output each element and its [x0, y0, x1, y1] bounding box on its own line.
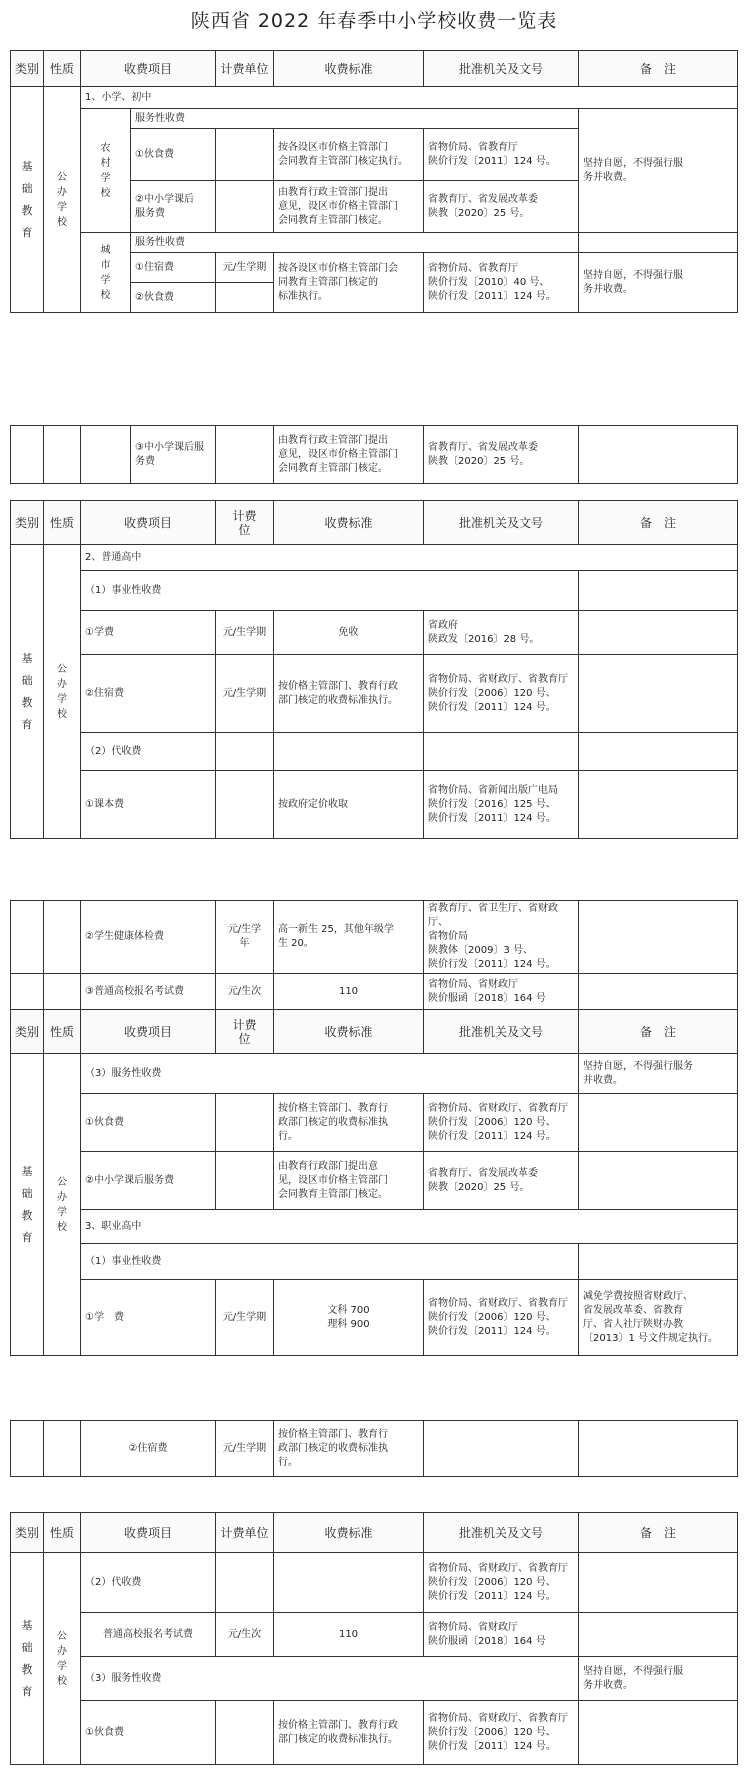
- remarks-cell: [579, 611, 738, 655]
- remarks-cell: [579, 1152, 738, 1210]
- header-nature: 性质: [44, 1010, 81, 1054]
- header-item: 收费项目: [81, 51, 216, 87]
- unit-cell: 元/生学期: [216, 1421, 274, 1477]
- fee-item: 普通高校报名考试费: [81, 1613, 216, 1657]
- fee-table-6: [10, 1512, 738, 1765]
- header-nature: 性质: [44, 1513, 81, 1553]
- unit-cell: [216, 426, 274, 484]
- remarks-cell: [579, 771, 738, 839]
- table-row: [11, 426, 738, 484]
- standard-cell: 由教育行政部门提出意 见，设区市价格主管部门 会同教育主管部门核定。: [274, 1152, 424, 1210]
- section-heading: 2、普通高中: [81, 545, 738, 571]
- header-standard: 收费标准: [274, 51, 424, 87]
- fee-item: ①课本费: [81, 771, 216, 839]
- subsection-label: （3）服务性收费: [81, 1657, 579, 1701]
- header-item: 收费项目: [81, 1010, 216, 1054]
- subsection-label: 服务性收费: [131, 109, 579, 129]
- standard-cell: 由教育行政主管部门提出 意见，设区市价格主管部门 会同教育主管部门核定。: [274, 181, 424, 233]
- fee-item: ①伙食费: [81, 1701, 216, 1765]
- category-cell: 基 础 教 育: [11, 87, 44, 313]
- unit-cell: [216, 1701, 274, 1765]
- unit-cell: 元/生次: [216, 974, 274, 1010]
- standard-cell: 110: [274, 1613, 424, 1657]
- category-cell: 基 础 教 育: [11, 1054, 44, 1356]
- header-category: 类别: [11, 51, 44, 87]
- table-row: [11, 571, 738, 611]
- authority-cell: [424, 1421, 579, 1477]
- category-cell: [11, 426, 44, 484]
- category-cell: [11, 974, 44, 1010]
- standard-cell: [274, 1553, 424, 1613]
- authority-cell: 省物价局、省财政厅、省教育厅 陕价行发〔2006〕120 号、 陕价行发〔2011〕124 号。: [424, 655, 579, 733]
- fee-table-1: [10, 50, 738, 313]
- authority-cell: 省物价局、省财政厅、省教育厅 陕价行发〔2006〕120 号、 陕价行发〔2011〕124 号。: [424, 1701, 579, 1765]
- nature-cell: 公 办 学 校: [44, 1054, 81, 1356]
- table-header-row: [11, 51, 738, 87]
- unit-cell: [216, 771, 274, 839]
- remarks-cell: [579, 655, 738, 733]
- authority-cell: 省教育厅、省发展改革委 陕教〔2020〕25 号。: [424, 426, 579, 484]
- table-row: [11, 771, 738, 839]
- header-unit: 计费 位: [216, 501, 274, 545]
- authority-cell: 省物价局、省教育厅 陕价行发〔2010〕40 号、 陕价行发〔2011〕124 号。: [424, 253, 579, 313]
- table-row: [11, 974, 738, 1010]
- header-unit: 计费单位: [216, 1513, 274, 1553]
- remarks-cell: 减免学费按照省财政厅、 省发展改革委、省教育 厅、省人社厅陕财办教 〔2013〕1 号文件规定执行。: [579, 1280, 738, 1356]
- remarks-cell: [579, 1613, 738, 1657]
- header-remarks: 备 注: [579, 1010, 738, 1054]
- authority-cell: 省教育厅、省卫生厅、省财政厅、 省物价局 陕教体〔2009〕3 号、 陕价行发〔2011〕124 号。: [424, 901, 579, 974]
- fee-item: ①伙食费: [131, 129, 216, 181]
- header-remarks: 备 注: [579, 51, 738, 87]
- unit-cell: [216, 1094, 274, 1152]
- table-header-row: [11, 1513, 738, 1553]
- authority-cell: 省物价局、省财政厅、省教育厅 陕价行发〔2006〕120 号、 陕价行发〔2011〕124 号。: [424, 1553, 579, 1613]
- header-category: 类别: [11, 1513, 44, 1553]
- header-standard: 收费标准: [274, 1010, 424, 1054]
- table-row: [11, 1152, 738, 1210]
- fee-item: ②学生健康体检费: [81, 901, 216, 974]
- header-standard: 收费标准: [274, 501, 424, 545]
- table-row: [11, 233, 738, 253]
- standard-cell: 按价格主管部门、教育行 政部门核定的收费标准执 行。: [274, 1421, 424, 1477]
- urban-school-cell: 城 市 学 校: [81, 233, 131, 313]
- unit-cell: 元/生学期: [216, 1280, 274, 1356]
- header-authority: 批准机关及文号: [424, 51, 579, 87]
- remarks-cell: 坚持自愿，不得强行服 务并收费。: [579, 109, 738, 233]
- subsection-label: （1）事业性收费: [81, 571, 579, 611]
- rural-school-cell: 农 村 学 校: [81, 109, 131, 233]
- header-unit: 计费单位: [216, 51, 274, 87]
- nature-cell: [44, 974, 81, 1010]
- remarks-cell: [579, 1421, 738, 1477]
- remarks-cell: [579, 974, 738, 1010]
- remarks-cell: [579, 733, 738, 771]
- header-remarks: 备 注: [579, 501, 738, 545]
- table-row: [11, 109, 738, 129]
- fee-item: ②中小学课后服务费: [81, 1152, 216, 1210]
- table-row: [11, 87, 738, 109]
- standard-cell: 文科 700 理科 900: [274, 1280, 424, 1356]
- standard-cell: 按价格主管部门、教育行政 部门核定的收费标准执行。: [274, 1701, 424, 1765]
- header-item: 收费项目: [81, 501, 216, 545]
- unit-cell: 元/生学期: [216, 655, 274, 733]
- fee-table-2: [10, 425, 738, 484]
- subsection-label: （3）服务性收费: [81, 1054, 579, 1094]
- standard-cell: [274, 733, 424, 771]
- table-row: [11, 1210, 738, 1244]
- remarks-cell: [579, 1553, 738, 1613]
- authority-cell: [424, 733, 579, 771]
- remarks-cell: [579, 426, 738, 484]
- fee-table-3: [10, 500, 738, 839]
- standard-cell: 按价格主管部门、教育行政 部门核定的收费标准执行。: [274, 655, 424, 733]
- unit-cell: [216, 283, 274, 313]
- fee-item: ②住宿费: [81, 1421, 216, 1477]
- standard-cell: 按政府定价收取: [274, 771, 424, 839]
- table-row: [11, 1094, 738, 1152]
- remarks-cell: [579, 571, 738, 611]
- table-row: [11, 1280, 738, 1356]
- header-authority: 批准机关及文号: [424, 1010, 579, 1054]
- authority-cell: 省物价局、省财政厅 陕价服函〔2018〕164 号: [424, 974, 579, 1010]
- nature-cell: [44, 901, 81, 974]
- header-unit: 计费 位: [216, 1010, 274, 1054]
- table-row: [11, 1553, 738, 1613]
- subsection-label: （1）事业性收费: [81, 1244, 579, 1280]
- header-remarks: 备 注: [579, 1513, 738, 1553]
- section-heading: 3、职业高中: [81, 1210, 738, 1244]
- authority-cell: 省物价局、省财政厅 陕价服函〔2018〕164 号: [424, 1613, 579, 1657]
- category-cell: 基 础 教 育: [11, 545, 44, 839]
- table-row: [11, 901, 738, 974]
- category-cell: [11, 901, 44, 974]
- school-type-cell: [81, 426, 131, 484]
- nature-cell: [44, 1421, 81, 1477]
- table-header-row: [11, 1010, 738, 1054]
- table-header-row: [11, 501, 738, 545]
- header-category: 类别: [11, 501, 44, 545]
- nature-cell: 公 办 学 校: [44, 87, 81, 313]
- authority-cell: 省物价局、省财政厅、省教育厅 陕价行发〔2006〕120 号、 陕价行发〔2011〕124 号。: [424, 1094, 579, 1152]
- table-row: [11, 545, 738, 571]
- table-row: [11, 655, 738, 733]
- authority-cell: 省政府 陕政发〔2016〕28 号。: [424, 611, 579, 655]
- standard-cell: 免收: [274, 611, 424, 655]
- section-heading: 1、小学、初中: [81, 87, 738, 109]
- fee-table-4: [10, 900, 738, 1356]
- unit-cell: [216, 733, 274, 771]
- fee-item: ①住宿费: [131, 253, 216, 283]
- unit-cell: [216, 1553, 274, 1613]
- authority-cell: 省教育厅、省发展改革委 陕教〔2020〕25 号。: [424, 1152, 579, 1210]
- authority-cell: 省物价局、省财政厅、省教育厅 陕价行发〔2006〕120 号、 陕价行发〔2011〕124 号。: [424, 1280, 579, 1356]
- fee-item: ①学费: [81, 611, 216, 655]
- remarks-cell: 坚持自愿，不得强行服务 并收费。: [579, 1054, 738, 1094]
- fee-item: ②住宿费: [81, 655, 216, 733]
- header-standard: 收费标准: [274, 1513, 424, 1553]
- remarks-cell: [579, 901, 738, 974]
- remarks-cell: [579, 1244, 738, 1280]
- subsection-label: （2）代收费: [81, 1553, 216, 1613]
- unit-cell: [216, 181, 274, 233]
- standard-cell: 按价格主管部门、教育行 政部门核定的收费标准执 行。: [274, 1094, 424, 1152]
- fee-item: ①学 费: [81, 1280, 216, 1356]
- standard-cell: 110: [274, 974, 424, 1010]
- nature-cell: [44, 426, 81, 484]
- page-title: 陕西省 2022 年春季中小学校收费一览表: [190, 10, 558, 32]
- category-cell: [11, 1421, 44, 1477]
- fee-item: ③普通高校报名考试费: [81, 974, 216, 1010]
- unit-cell: 元/生次: [216, 1613, 274, 1657]
- unit-cell: 元/生学期: [216, 611, 274, 655]
- fee-table-5: [10, 1420, 738, 1477]
- standard-cell: 高一新生 25，其他年级学 生 20。: [274, 901, 424, 974]
- fee-item: ②伙食费: [131, 283, 216, 313]
- nature-cell: 公 办 学 校: [44, 1553, 81, 1765]
- table-row: [11, 1421, 738, 1477]
- unit-cell: 元/生学 年: [216, 901, 274, 974]
- header-item: 收费项目: [81, 1513, 216, 1553]
- unit-cell: 元/生学期: [216, 253, 274, 283]
- standard-cell: 由教育行政主管部门提出 意见，设区市价格主管部门 会同教育主管部门核定。: [274, 426, 424, 484]
- fee-item: ③中小学课后服 务费: [131, 426, 216, 484]
- remarks-cell: 坚持自愿，不得强行服 务并收费。: [579, 253, 738, 313]
- header-authority: 批准机关及文号: [424, 501, 579, 545]
- remarks-cell: [579, 233, 738, 253]
- category-cell: 基 础 教 育: [11, 1553, 44, 1765]
- header-nature: 性质: [44, 501, 81, 545]
- unit-cell: [216, 129, 274, 181]
- table-row: [11, 1701, 738, 1765]
- authority-cell: 省教育厅、省发展改革委 陕教〔2020〕25 号。: [424, 181, 579, 233]
- table-row: [11, 1054, 738, 1094]
- standard-cell: 按各设区市价格主管部门会 同教育主管部门核定的 标准执行。: [274, 253, 424, 313]
- remarks-cell: [579, 1094, 738, 1152]
- table-row: [11, 611, 738, 655]
- fee-item: ①伙食费: [81, 1094, 216, 1152]
- remarks-cell: [579, 1701, 738, 1765]
- remarks-cell: 坚持自愿，不得强行服 务并收费。: [579, 1657, 738, 1701]
- header-authority: 批准机关及文号: [424, 1513, 579, 1553]
- subsection-label: 服务性收费: [131, 233, 579, 253]
- table-row: [11, 1613, 738, 1657]
- fee-item: ②中小学课后 服务费: [131, 181, 216, 233]
- table-row: [11, 1657, 738, 1701]
- table-row: [11, 733, 738, 771]
- unit-cell: [216, 1152, 274, 1210]
- header-nature: 性质: [44, 51, 81, 87]
- authority-cell: 省物价局、省教育厅 陕价行发〔2011〕124 号。: [424, 129, 579, 181]
- nature-cell: 公 办 学 校: [44, 545, 81, 839]
- subsection-label: （2）代收费: [81, 733, 216, 771]
- authority-cell: 省物价局、省新闻出版广电局 陕价行发〔2016〕125 号、 陕价行发〔2011〕124 号。: [424, 771, 579, 839]
- header-category: 类别: [11, 1010, 44, 1054]
- standard-cell: 按各设区市价格主管部门 会同教育主管部门核定执行。: [274, 129, 424, 181]
- table-row: [11, 1244, 738, 1280]
